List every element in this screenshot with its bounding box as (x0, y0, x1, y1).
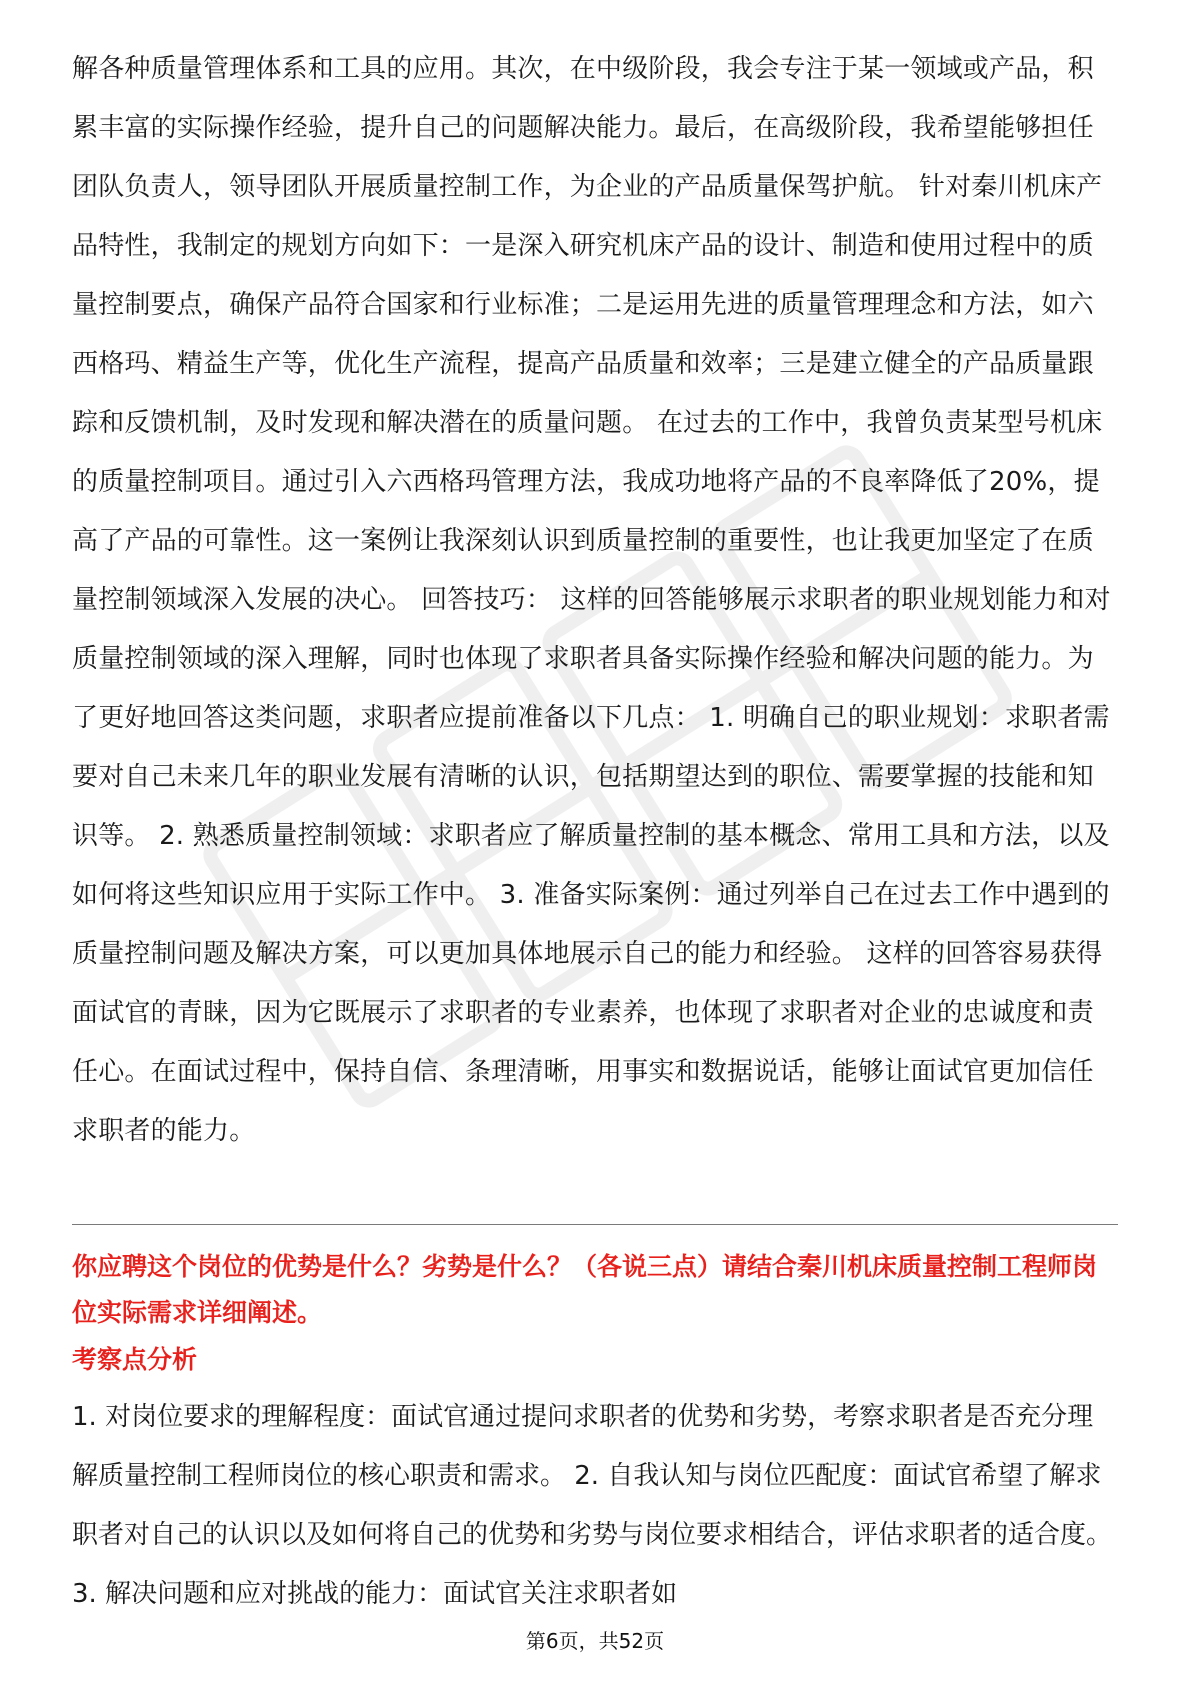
question-heading: 你应聘这个岗位的优势是什么？劣势是什么？（各说三点）请结合秦川机床质量控制工程师岗位实际需求详细阐述。 (72, 1252, 1098, 1327)
page-footer: 第6页，共52页 (525, 1629, 665, 1653)
analysis-title: 考察点分析 (72, 1345, 198, 1374)
section-divider (72, 1224, 1118, 1225)
body-paragraph: 解各种质量管理体系和工具的应用。其次，在中级阶段，我会专注于某一领域或产品，积累丰富的实际操作经验，提升自己的问题解决能力。最后，在高级阶段，我希望能够担任团队负责人，领导团队开展质量控制工作，为企业的产品质量保驾护航。 针对秦川机床产品特性，我制定的规划方向如下：一是深入研究机床产品的设计、制造和使用过程中的质量控制要点，确保产品符合国家和行业标准；二是运用先进的质量管理理念和方法，如六西格玛、精益生产等，优化生产流程，提高产品质量和效率；三是建立健全的产品质量跟踪和反馈机制，及时发现和解决潜在的质量问题。 在过去的工作中，我曾负责某型号机床的质量控制项目。通过引入六西格玛管理方法，我成功地将产品的不良率降低了20%，提高了产品的可靠性。这一案例让我深刻认识到质量控制的重要性，也让我更加坚定了在质量控制领域深入发展的决心。 回答技巧： 这样的回答能够展示求职者的职业规划能力和对质量控制领域的深入理解，同时也体现了求职者具备实际操作经验和解决问题的能力。为了更好地回答这类问题，求职者应提前准备以下几点： 1. 明确自己的职业规划：求职者需要对自己未来几年的职业发展有清晰的认识，包括期望达到的职位、需要掌握的技能和知识等。 2. 熟悉质量控制领域：求职者应了解质量控制的基本概念、常用工具和方法，以及如何将这些知识应用于实际工作中。 3. 准备实际案例：通过列举自己在过去工作中遇到的质量控制问题及解决方案，可以更加具体地展示自己的能力和经验。 这样的回答容易获得面试官的青睐，因为它既展示了求职者的专业素养，也体现了求职者对企业的忠诚度和责任心。在面试过程中，保持自信、条理清晰，用事实和数据说话，能够让面试官更加信任求职者的能力。 (72, 54, 1111, 1146)
analysis-paragraph: 1. 对岗位要求的理解程度：面试官通过提问求职者的优势和劣势，考察求职者是否充分理解质量控制工程师岗位的核心职责和需求。 2. 自我认知与岗位匹配度：面试官希望了解求职者对自己的认识以及如何将自己的优势和劣势与岗位要求相结合，评估求职者的适合度。 3. 解决问题和应对挑战的能力：面试官关注求职者如 (72, 1402, 1113, 1609)
